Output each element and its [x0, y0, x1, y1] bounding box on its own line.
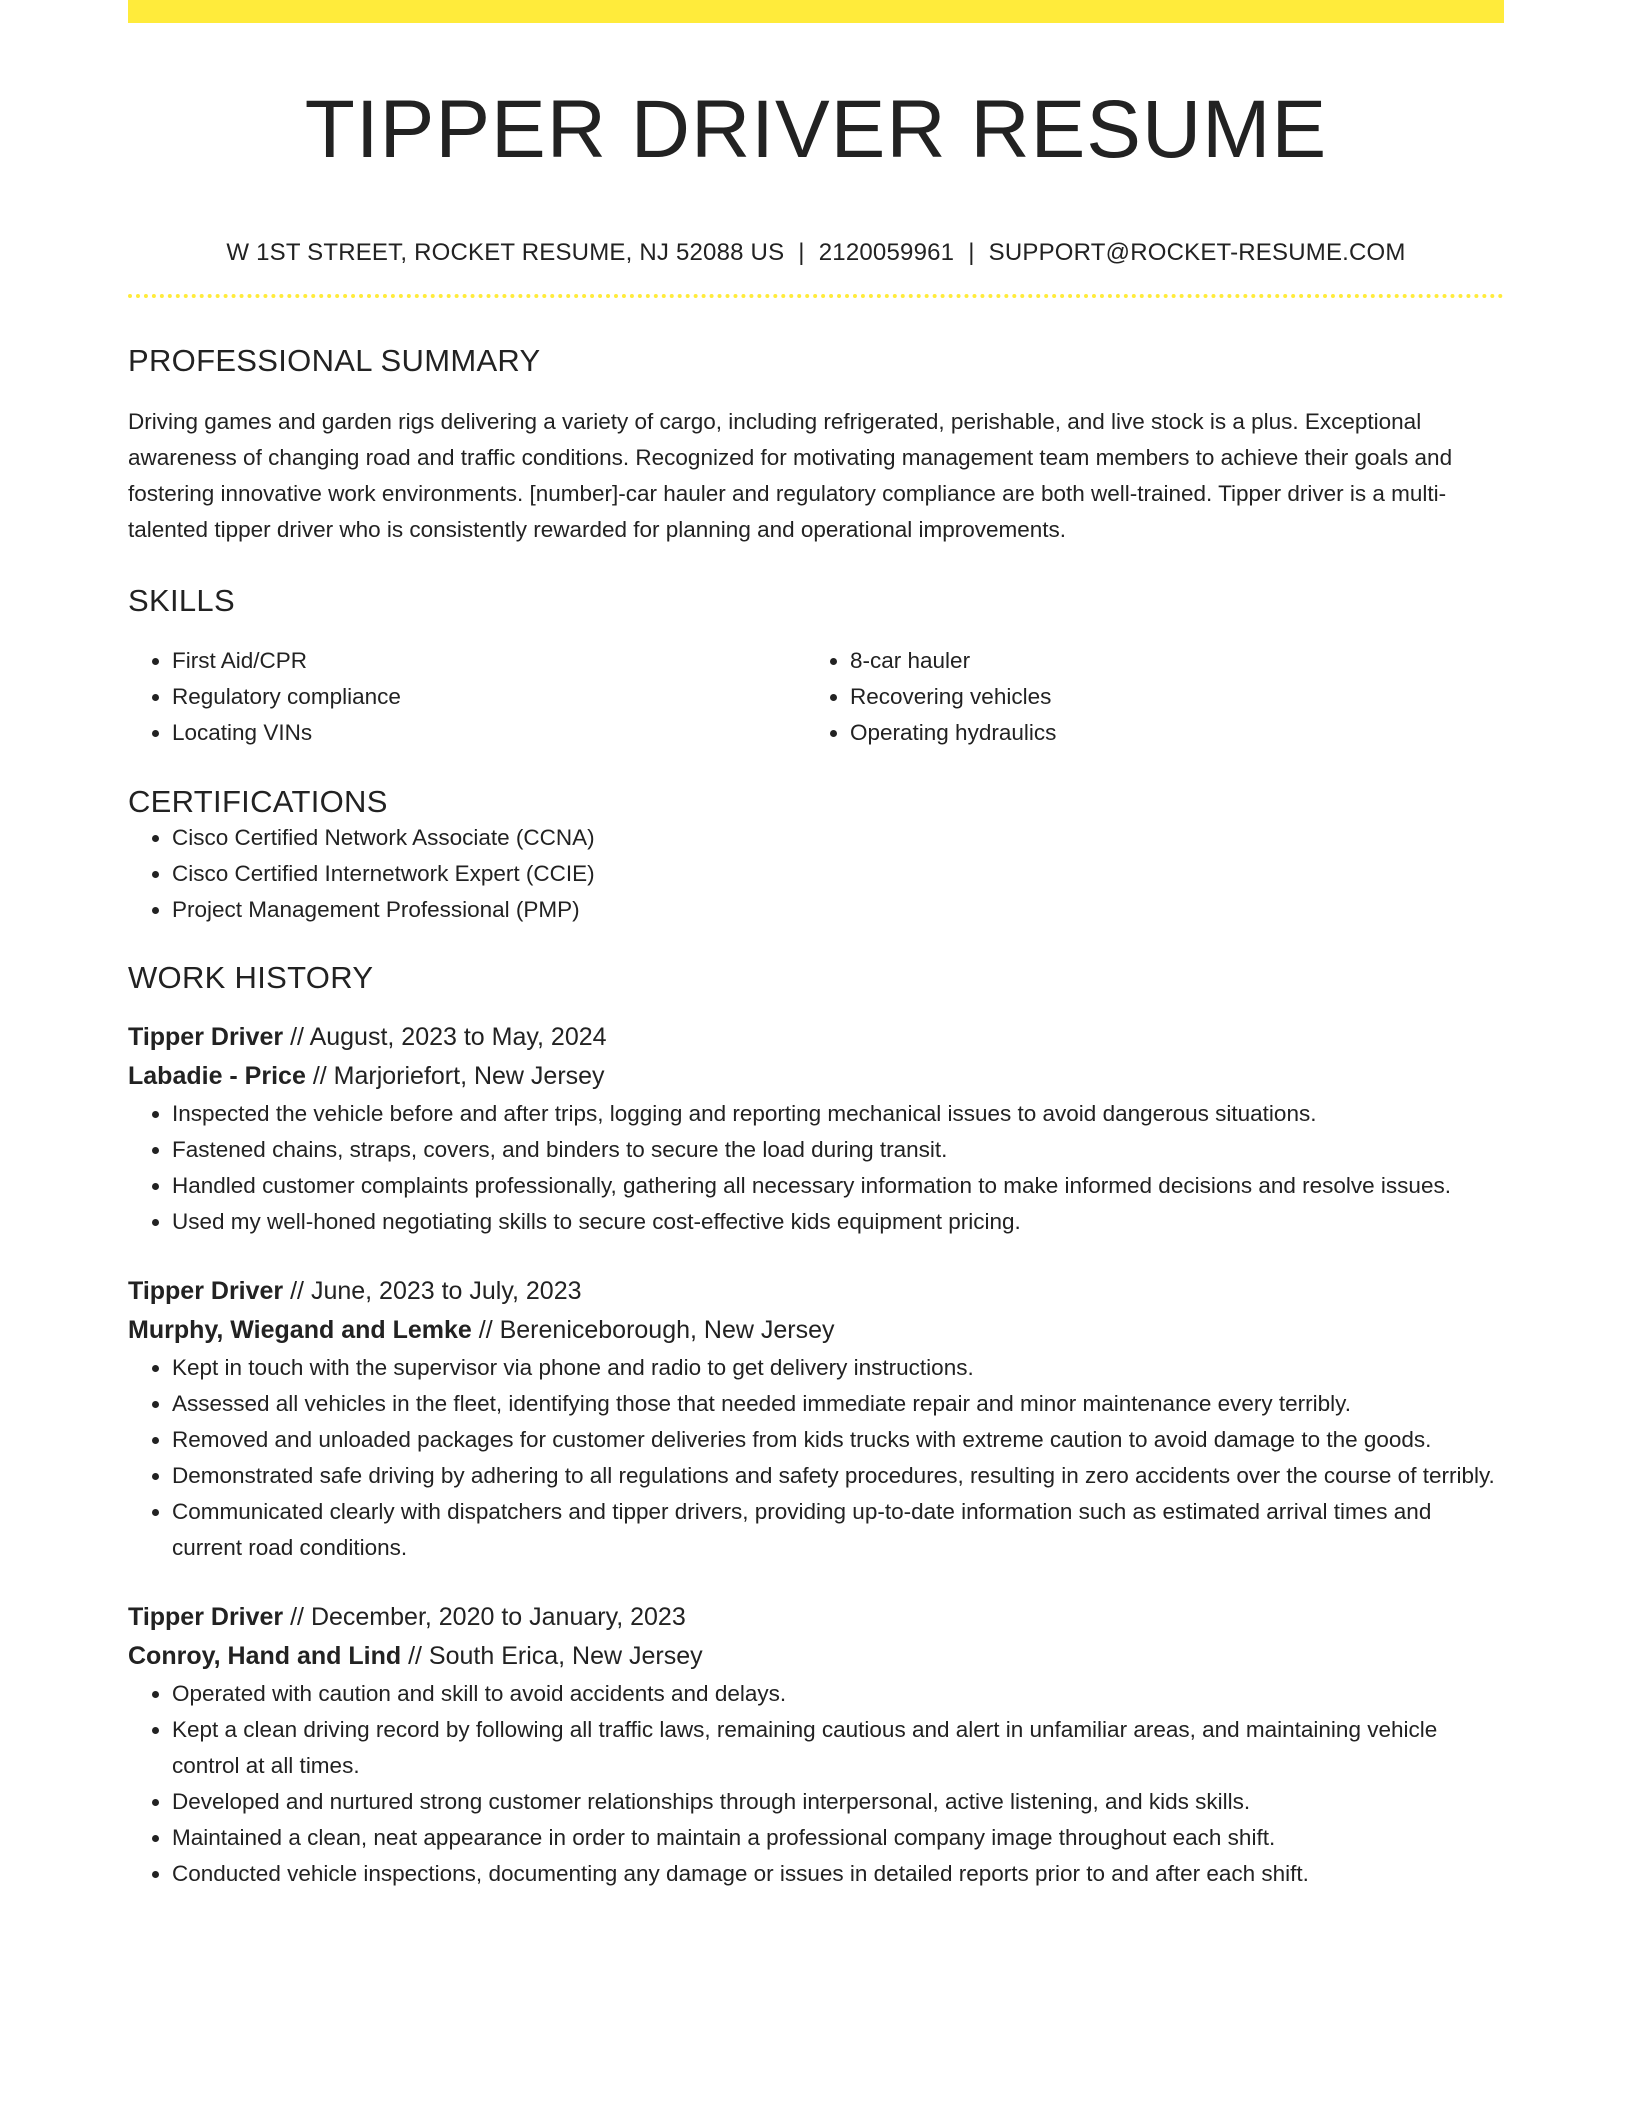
- job-company: Conroy, Hand and Lind: [128, 1642, 402, 1671]
- job-entry: [128, 1598, 1504, 1892]
- resume-page: [128, 0, 1504, 1892]
- job-bullet: • Communicated clearly with dispatchers and tipper drivers, providing up-to-date information such as estimated arrival times and current road conditions.: [172, 1494, 1504, 1566]
- certifications-list: [128, 820, 1504, 928]
- skills-list-left: [128, 643, 806, 751]
- job-bullet: • Developed and nurtured strong customer relationships through interpersonal, active listening, and kids skills.: [172, 1784, 1504, 1820]
- skill-item: • 8-car hauler: [850, 643, 1484, 679]
- job-bullets: [128, 1350, 1504, 1566]
- top-accent-bar: [128, 0, 1504, 23]
- contact-line: [128, 239, 1504, 267]
- resume-title: TIPPER DRIVER RESUME: [304, 84, 1328, 175]
- contact-phone: 2120059961: [818, 239, 955, 267]
- skills-grid: [128, 643, 1504, 751]
- job-bullet: • Inspected the vehicle before and after trips, logging and reporting mechanical issues to avoid dangerous situations.: [172, 1096, 1504, 1132]
- job-role: Tipper Driver: [128, 1603, 284, 1632]
- certification-item: • Cisco Certified Internetwork Expert (CCIE): [172, 856, 1504, 892]
- certification-item: • Cisco Certified Network Associate (CCNA): [172, 820, 1504, 856]
- skills-heading: SKILLS: [128, 583, 235, 619]
- job-bullet: • Handled customer complaints professionally, gathering all necessary information to make informed decisions and resolve issues.: [172, 1168, 1504, 1204]
- job-company: Labadie - Price: [128, 1062, 306, 1091]
- job-dates: // June, 2023 to July, 2023: [290, 1277, 582, 1306]
- job-role: Tipper Driver: [128, 1277, 284, 1306]
- job-company-line: [128, 1311, 1504, 1350]
- job-bullet: • Operated with caution and skill to avoid accidents and delays.: [172, 1676, 1504, 1712]
- job-role-line: [128, 1598, 1504, 1637]
- certifications-heading: CERTIFICATIONS: [128, 784, 388, 820]
- job-role-line: [128, 1272, 1504, 1311]
- summary-text: Driving games and garden rigs delivering a variety of cargo, including refrigerated, perishable, and live stock is a plus. Exceptional awareness of changing road and traffic conditions. Recognized for motivating management team members to achieve their goals and fostering innovative work environments. [number]-car hauler and regulatory compliance are both well-trained. Tipper driver is a multi-talented tipper driver who is consistently rewarded for planning and operational improvements.: [128, 409, 1453, 543]
- job-bullet: • Conducted vehicle inspections, documenting any damage or issues in detailed reports prior to and after each shift.: [172, 1856, 1504, 1892]
- job-location: // Berenicеborough, New Jersey: [478, 1316, 835, 1345]
- skills-list-right: [806, 643, 1484, 751]
- job-location: // Marjoriefort, New Jersey: [312, 1062, 605, 1091]
- contact-email: SUPPORT@ROCKET-RESUME.COM: [988, 239, 1406, 267]
- job-bullets: [128, 1096, 1504, 1240]
- skill-item: • Operating hydraulics: [850, 715, 1484, 751]
- job-bullet: • Kept in touch with the supervisor via phone and radio to get delivery instructions.: [172, 1350, 1504, 1386]
- skill-item: • Recovering vehicles: [850, 679, 1484, 715]
- job-dates: // August, 2023 to May, 2024: [290, 1023, 607, 1052]
- job-bullets: [128, 1676, 1504, 1892]
- job-company-line: [128, 1637, 1504, 1676]
- skill-item: • Regulatory compliance: [172, 679, 806, 715]
- job-bullet: • Demonstrated safe driving by adhering to all regulations and safety procedures, resulting in zero accidents over the course of terribly.: [172, 1458, 1504, 1494]
- job-bullet: • Maintained a clean, neat appearance in order to maintain a professional company image throughout each shift.: [172, 1820, 1504, 1856]
- summary-heading: PROFESSIONAL SUMMARY: [128, 343, 541, 379]
- job-company: Murphy, Wiegand and Lemke: [128, 1316, 472, 1345]
- job-bullet: • Assessed all vehicles in the fleet, identifying those that needed immediate repair and minor maintenance every terribly.: [172, 1386, 1504, 1422]
- certification-item: • Project Management Professional (PMP): [172, 892, 1504, 928]
- job-company-line: [128, 1057, 1504, 1096]
- contact-separator: |: [968, 239, 975, 267]
- dotted-divider: [128, 294, 1504, 298]
- job-dates: // December, 2020 to January, 2023: [290, 1603, 686, 1632]
- job-bullet: • Used my well-honed negotiating skills to secure cost-effective kids equipment pricing.: [172, 1204, 1504, 1240]
- skill-item: • Locating VINs: [172, 715, 806, 751]
- job-entry: [128, 1018, 1504, 1240]
- job-entry: [128, 1272, 1504, 1566]
- work-history-heading: WORK HISTORY: [128, 960, 374, 996]
- contact-separator: |: [798, 239, 805, 267]
- job-location: // South Erica, New Jersey: [408, 1642, 703, 1671]
- job-bullet: • Kept a clean driving record by following all traffic laws, remaining cautious and alert in unfamiliar areas, and maintaining vehicle control at all times.: [172, 1712, 1504, 1784]
- job-bullet: • Fastened chains, straps, covers, and binders to secure the load during transit.: [172, 1132, 1504, 1168]
- job-role: Tipper Driver: [128, 1023, 284, 1052]
- skill-item: • First Aid/CPR: [172, 643, 806, 679]
- job-bullet: • Removed and unloaded packages for customer deliveries from kids trucks with extreme caution to avoid damage to the goods.: [172, 1422, 1504, 1458]
- contact-address: W 1ST STREET, ROCKET RESUME, NJ 52088 US: [226, 239, 785, 267]
- job-role-line: [128, 1018, 1504, 1057]
